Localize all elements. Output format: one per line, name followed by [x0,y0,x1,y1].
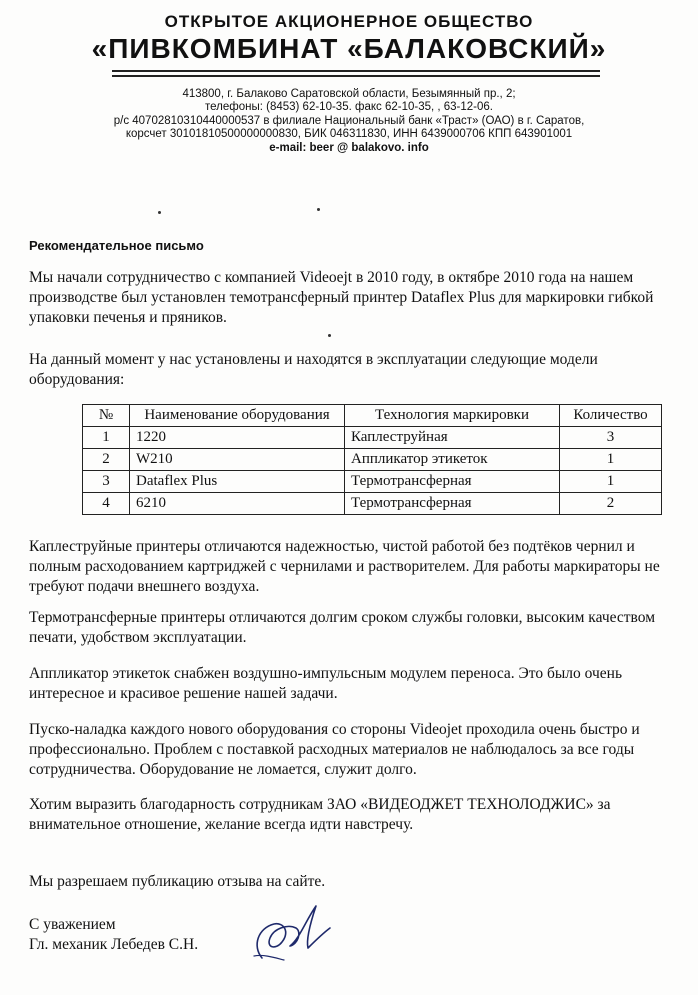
scan-speck [158,211,161,214]
closing-block [29,915,689,955]
paragraph-gratitude [29,795,689,835]
cell-equipment: Dataflex Plus [130,471,345,493]
text-line: Аппликатор этикеток снабжен воздушно-импульсным модулем переноса. Это было очень [29,665,623,682]
company-requisites [0,88,698,155]
address-line: 413800, г. Балаково Саратовской области, Безымянный пр., 2; [182,88,516,100]
cell-equipment: 1220 [130,427,345,449]
company-name: «ПИВКОМБИНАТ «БАЛАКОВСКИЙ» [91,33,607,64]
text-line: печати, удобством эксплуатации. [29,628,247,646]
paragraph-thermal-transfer [29,608,689,648]
table-row [83,427,662,449]
column-header-technology: Технология маркировки [345,405,560,427]
email-line: e-mail: beer @ balakovo. info [269,141,429,154]
text-line: профессионально. Проблем с поставкой расходных материалов не наблюдалось за все годы [29,740,635,758]
cell-technology: Термотрансферная [345,493,560,515]
column-header-number: № [83,405,130,427]
text-line: внимательное отношение, желание всегда идти навстречу. [29,815,414,833]
phone-line: телефоны: (8453) 62-10-35. факс 62-10-35, , 63-12-06. [205,101,493,114]
text-line: На данный момент у нас установлены и находятся в эксплуатации следующие модели [29,351,598,368]
text-line: Пуско-наладка каждого нового оборудования со стороны Videojet проходила очень быстро и [29,721,640,738]
letter-title: Рекомендательное письмо [29,238,204,253]
table-row [83,471,662,493]
text-line: требуют подачи внешнего воздуха. [29,577,260,595]
text-line: упаковки печенья и пряников. [29,308,227,326]
table-row [83,493,662,515]
cell-number: 2 [83,449,130,471]
text-line: интересное и красивое решение нашей задачи. [29,684,338,702]
equipment-table [82,404,662,515]
header-rule-top [112,70,600,72]
closing-greeting: С уважением [29,916,116,933]
cell-quantity: 1 [560,471,662,493]
paragraph-publication-consent: Мы разрешаем публикацию отзыва на сайте. [29,873,326,890]
cell-quantity: 1 [560,449,662,471]
column-header-equipment: Наименование оборудования [130,405,345,427]
paragraph-inkjet [29,537,689,596]
scan-speck [328,334,331,337]
paragraph-intro [29,268,689,327]
text-line: сотрудничества. Оборудование не ломается, служит долго. [29,760,417,778]
table-header-row [83,405,662,427]
header-rule-bottom [112,75,600,77]
cell-technology: Каплеструйная [345,427,560,449]
cell-number: 4 [83,493,130,515]
handwritten-signature [244,898,334,970]
cell-number: 3 [83,471,130,493]
cell-quantity: 2 [560,493,662,515]
correspondent-account-line: корсчет 30101810500000000830, БИК 046311830, ИНН 6439000706 КПП 643901001 [125,128,573,141]
signatory-line: Гл. механик Лебедев С.Н. [29,935,199,953]
table-row [83,449,662,471]
text-line: Мы начали сотрудничество с компанией Videoejt в 2010 году, в октябре 2010 года на нашем [29,269,634,286]
cell-technology: Аппликатор этикеток [345,449,560,471]
text-line: полным расходованием картриджей с чернилами и растворителем. Для работы маркираторы не [29,557,660,575]
scan-speck [317,208,320,211]
bank-account-line: р/с 40702810310440000537 в филиале Национальный банк «Траст» (ОАО) в г. Саратов, [113,114,585,127]
company-type: ОТКРЫТОЕ АКЦИОНЕРНОЕ ОБЩЕСТВО [164,12,534,31]
paragraph-equipment-intro [29,350,689,390]
cell-quantity: 3 [560,427,662,449]
cell-technology: Термотрансферная [345,471,560,493]
cell-equipment: 6210 [130,493,345,515]
text-line: Хотим выразить благодарность сотрудникам ЗАО «ВИДЕОДЖЕТ ТЕХНОЛОДЖИС» за [29,796,611,813]
text-line: Каплеструйные принтеры отличаются надежностью, чистой работой без подтёков чернил и [29,538,635,555]
text-line: Термотрансферные принтеры отличаются долгим сроком службы головки, высоким качеством [29,609,656,626]
cell-number: 1 [83,427,130,449]
text-line: производстве был установлен темотрансферный принтер Dataflex Plus для маркировки гибкой [29,288,654,306]
paragraph-commissioning [29,720,689,779]
cell-equipment: W210 [130,449,345,471]
paragraph-label-applicator [29,664,689,704]
text-line: оборудования: [29,370,125,388]
column-header-quantity: Количество [560,405,662,427]
